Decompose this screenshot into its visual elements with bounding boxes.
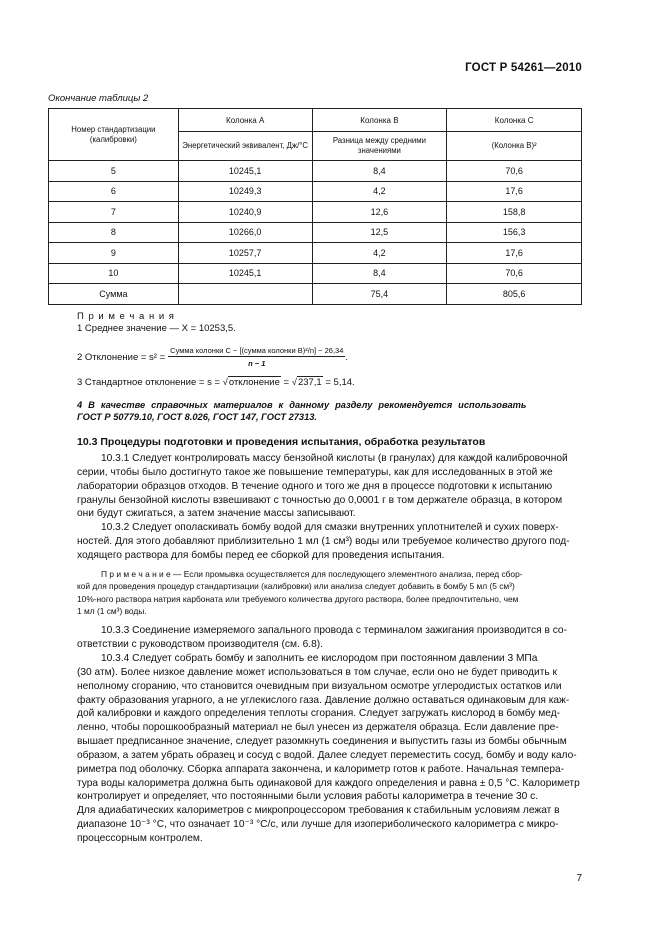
paragraph-10-3-2	[77, 521, 581, 563]
text-line: 10.3.1 Следует контролировать массу бензойной кислоты (в гранулах) для каждой калибровочной	[101, 453, 568, 464]
col-a-header: Колонка А	[178, 109, 312, 132]
text-line: риметра под оболочку. Сборка аппарата закончена, и калориметр готов к работе. Начальная темпера-	[77, 763, 565, 775]
cell-a: 10245,1	[178, 161, 312, 182]
text-line: дой калибровки и каждого определения теплоты сгорания. Следует загружать кислород в бомбу мед-	[77, 708, 561, 720]
sum-a	[178, 284, 312, 305]
table-row	[49, 263, 582, 284]
cell-n: 5	[49, 161, 179, 182]
table-row	[49, 181, 582, 202]
cell-b: 8,4	[312, 161, 447, 182]
text-line: неполному сгоранию, что становится очевидным при визуальном осмотре углеродистых остатков или	[77, 680, 562, 692]
washing-note	[77, 568, 581, 618]
paragraph-10-3-3	[77, 624, 581, 652]
cell-b: 12,6	[312, 202, 447, 223]
root-value: 237,1	[297, 377, 322, 388]
cell-b: 12,5	[312, 222, 447, 243]
calibration-table	[48, 108, 582, 305]
note-references: 4 В качестве справочных материалов к данному разделу рекомендуется использовать	[77, 400, 527, 410]
text-line: 10%-ного раствора натрия карбоната или требуемого количества другого раствора, более предпочтительно, чем	[77, 593, 519, 604]
sum-c: 805,6	[447, 284, 582, 305]
std-label: 3 Стандартное отклонение = s =	[77, 377, 221, 388]
col-b-sub: Разница между средними значениями	[312, 132, 447, 161]
root-term: отклонение	[228, 377, 280, 388]
text-line: 10.3.2 Следует ополаскивать бомбу водой для смазки внутренних уплотнителей и сухих поверх-	[101, 522, 559, 533]
text-line: тура воды калориметра должна быть одинаковой для каждого определения и равна ± 0,5 °С. Калориметр	[77, 777, 580, 789]
table-row	[49, 222, 582, 243]
text-line: ностей. Для этого добавляют приблизительно 1 мл (1 см³) воды или требуемое количество другого под-	[77, 535, 570, 547]
text-line: ленно, чтобы порошкообразный материал не был унесен из держателя образца. Если давление пре-	[77, 722, 559, 734]
table-row	[49, 202, 582, 223]
cell-a: 10245,1	[178, 263, 312, 284]
cell-c: 70,6	[447, 161, 582, 182]
text-line: контролирует и определяет, что постоянными были условия работы калориметра в течение 30 с.	[77, 791, 539, 803]
col-a-sub: Энергетический эквивалент, Дж/°С	[178, 132, 312, 161]
text-line: ответствии с руководством производителя (см. 6.8).	[77, 638, 324, 650]
text-line: лаборатории образцов отходов. В течение одного и того же дня в процессе подготовки к испытанию	[77, 480, 553, 492]
note-references-line2: ГОСТ Р 50779.10, ГОСТ 8.026, ГОСТ 147, ГОСТ 27313.	[77, 412, 318, 422]
page-number: 7	[576, 873, 582, 884]
paragraph-10-3-4	[77, 652, 581, 846]
col-c-header: Колонка С	[447, 109, 582, 132]
text-line: ходящего раствора для бомбы перед ее сборкой для проведения испытания.	[77, 549, 445, 561]
text-line: диапазоне 10⁻³ °С, что означает 10⁻³ °С/с, или лучше для изопериболического калориметра с микро-	[77, 819, 559, 831]
cell-c: 70,6	[447, 263, 582, 284]
table-row	[49, 243, 582, 264]
cell-a: 10257,7	[178, 243, 312, 264]
period: .	[345, 351, 349, 363]
text-line: П р и м е ч а н и е — Если промывка осуществляется для последующего элементного анализа, перед сбор-	[101, 569, 523, 579]
standard-number: ГОСТ Р 54261—2010	[465, 62, 582, 74]
cell-n: 8	[49, 222, 179, 243]
cell-a: 10266,0	[178, 222, 312, 243]
note-std-deviation	[77, 377, 355, 388]
text-line: кой для проведения процедур стандартизации (калибровки) или анализа следует добавить в бомбу 5 мл (5 см³)	[77, 581, 515, 592]
cell-c: 158,8	[447, 202, 582, 223]
fraction-denominator: n − 1	[248, 359, 266, 368]
text-line: 10.3.4 Следует собрать бомбу и заполнить ее кислородом при постоянном давлении 3 МПа	[101, 653, 538, 664]
text-line: (30 атм). Более низкое давление может использоваться в том случае, если оно не будет приводить к	[77, 666, 557, 678]
text-line: 10.3.3 Соединение измеряемого запального провода с терминалом зажигания производится в со-	[101, 625, 567, 636]
cell-n: 9	[49, 243, 179, 264]
deviation-label: 2 Отклонение = s² =	[77, 351, 166, 363]
table-row	[49, 161, 582, 182]
sqrt-icon: √	[222, 377, 228, 388]
cell-c: 17,6	[447, 181, 582, 202]
text-line: процессорным контролем.	[77, 832, 203, 844]
paragraph-10-3-1	[77, 452, 581, 521]
row-header: Номер стандартизации (калибровки)	[49, 109, 179, 161]
sum-label: Сумма	[49, 284, 179, 305]
text-line: образом, а затем убрать образец и сосуд с водой. Далее следует переместить сосуд, бомбу и воду кало-	[77, 749, 577, 761]
text-line: 1 мл (1 см³) воды.	[77, 606, 147, 617]
text-line: гранулы бензойной кислоты взвешивают с точностью до 0,0001 г в том держателе образца, в котором	[77, 494, 563, 506]
deviation-fraction	[168, 346, 345, 368]
cell-c: 17,6	[447, 243, 582, 264]
cell-c: 156,3	[447, 222, 582, 243]
text-line: Для адиабатических калориметров с микропроцессором требования к стабильным условиям лежат в	[77, 805, 560, 817]
section-heading: 10.3 Процедуры подготовки и проведения испытания, обработка результатов	[77, 436, 486, 448]
text-line: серии, чтобы было достигнуто такое же повышение температуры, как для исследованных в этой же	[77, 466, 553, 478]
cell-n: 10	[49, 263, 179, 284]
text-line: вышает предписанное значение, следует разомкнуть соединения и выпустить газы из бомбы обычным	[77, 736, 567, 748]
cell-a: 10240,9	[178, 202, 312, 223]
text-line: факту образования угарного, а не углекислого газа. Давление должно оставаться одинаковым для каж-	[77, 694, 570, 706]
note-deviation	[77, 346, 348, 368]
std-result: = 5,14.	[325, 377, 355, 388]
col-c-sub: (Колонка В)²	[447, 132, 582, 161]
table-caption: Окончание таблицы 2	[48, 93, 149, 104]
text-line: они будут сжигаться, а затем значение массы записывают.	[77, 508, 356, 520]
cell-b: 8,4	[312, 263, 447, 284]
fraction-numerator: Сумма колонки С − [(сумма колонки В)²/n] − 26,34	[170, 346, 344, 355]
cell-n: 7	[49, 202, 179, 223]
cell-b: 4,2	[312, 181, 447, 202]
cell-n: 6	[49, 181, 179, 202]
sqrt-icon: √	[291, 377, 297, 388]
equals: =	[283, 377, 290, 388]
cell-a: 10249,3	[178, 181, 312, 202]
col-b-header: Колонка В	[312, 109, 447, 132]
sum-row	[49, 284, 582, 305]
note-mean: 1 Среднее значение — X = 10253,5.	[77, 323, 236, 334]
sum-b: 75,4	[312, 284, 447, 305]
notes-title: П р и м е ч а н и я	[77, 311, 175, 322]
cell-b: 4,2	[312, 243, 447, 264]
